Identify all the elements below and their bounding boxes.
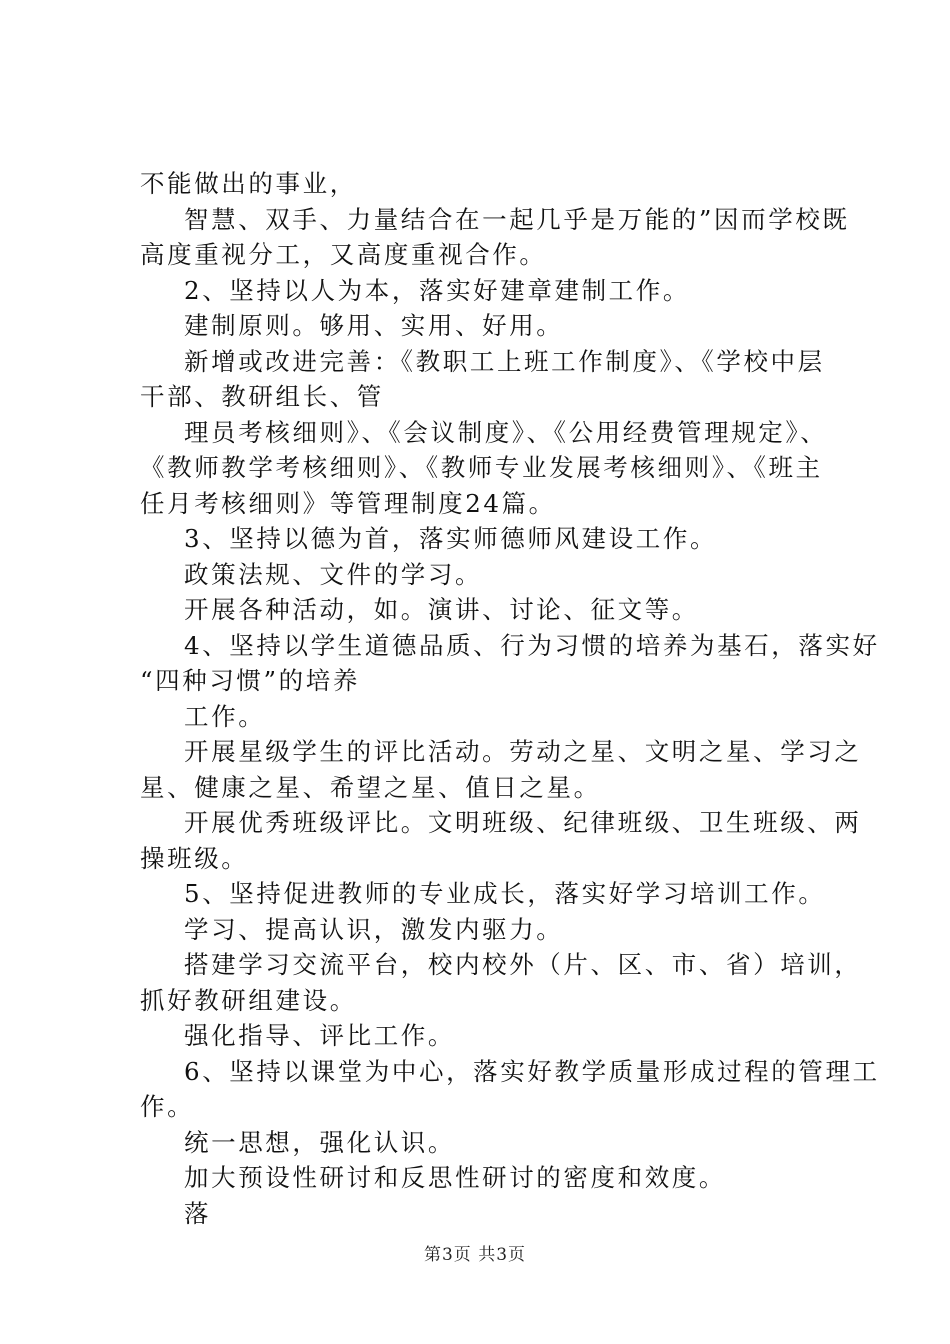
text-line: 任月考核细则》等管理制度24篇。 [140, 488, 556, 518]
page-footer: 第3页 共3页 [423, 1245, 527, 1265]
text-line: 作。 [140, 1092, 195, 1121]
text-line: 开展各种活动，如。演讲、讨论、征文等。 [184, 595, 699, 624]
text-line: 《教师教学考核细则》、《教师专业发展考核细则》、《班主 [140, 453, 823, 482]
text-line: 落 [184, 1198, 212, 1228]
text-line: 加大预设性研讨和反思性研讨的密度和效度。 [184, 1163, 726, 1192]
text-line: 统一思想，强化认识。 [184, 1127, 455, 1157]
text-line: 6、坚持以课堂为中心，落实好教学质量形成过程的管理工 [184, 1056, 880, 1086]
text-line: 5、坚持促进教师的专业成长，落实好学习培训工作。 [184, 879, 826, 908]
text-line: 工作。 [184, 701, 266, 731]
text-line: 操班级。 [140, 843, 249, 873]
text-line: 强化指导、评比工作。 [184, 1021, 455, 1050]
text-line: 高度重视分工，又高度重视合作。 [140, 240, 547, 269]
text-line: “四种习惯”的培养 [140, 666, 360, 695]
text-line: 不能做出的事业， [140, 169, 357, 198]
text-line: 政策法规、文件的学习。 [184, 559, 483, 589]
text-line: 开展星级学生的评比活动。劳动之星、文明之星、学习之 [184, 737, 862, 766]
text-line: 2、坚持以人为本，落实好建章建制工作。 [184, 275, 690, 305]
text-line: 4、坚持以学生道德品质、行为习惯的培养为基石，落实好 [184, 630, 880, 660]
text-line: 星、健康之星、希望之星、值日之星。 [140, 772, 601, 802]
text-line: 开展优秀班级评比。文明班级、纪律班级、卫生班级、两 [184, 808, 862, 837]
text-line: 学习、提高认识，激发内驱力。 [184, 914, 564, 944]
text-line: 建制原则。够用、实用、好用。 [184, 311, 564, 340]
text-line: 3、坚持以德为首，落实师德师风建设工作。 [184, 524, 718, 553]
text-line: 新增或改进完善：《教职工上班工作制度》、《学校中层 [184, 346, 825, 376]
text-line: 理员考核细则》、《会议制度》、《公用经费管理规定》、 [184, 417, 828, 447]
text-line: 搭建学习交流平台，校内校外（片、区、市、省）培训， [184, 950, 862, 979]
text-line: 抓好教研组建设。 [140, 985, 357, 1015]
document-body [140, 166, 880, 1231]
text-line: 干部、教研组长、管 [140, 382, 384, 411]
text-line: 智慧、双手、力量结合在一起几乎是万能的”因而学校既 [184, 204, 850, 234]
